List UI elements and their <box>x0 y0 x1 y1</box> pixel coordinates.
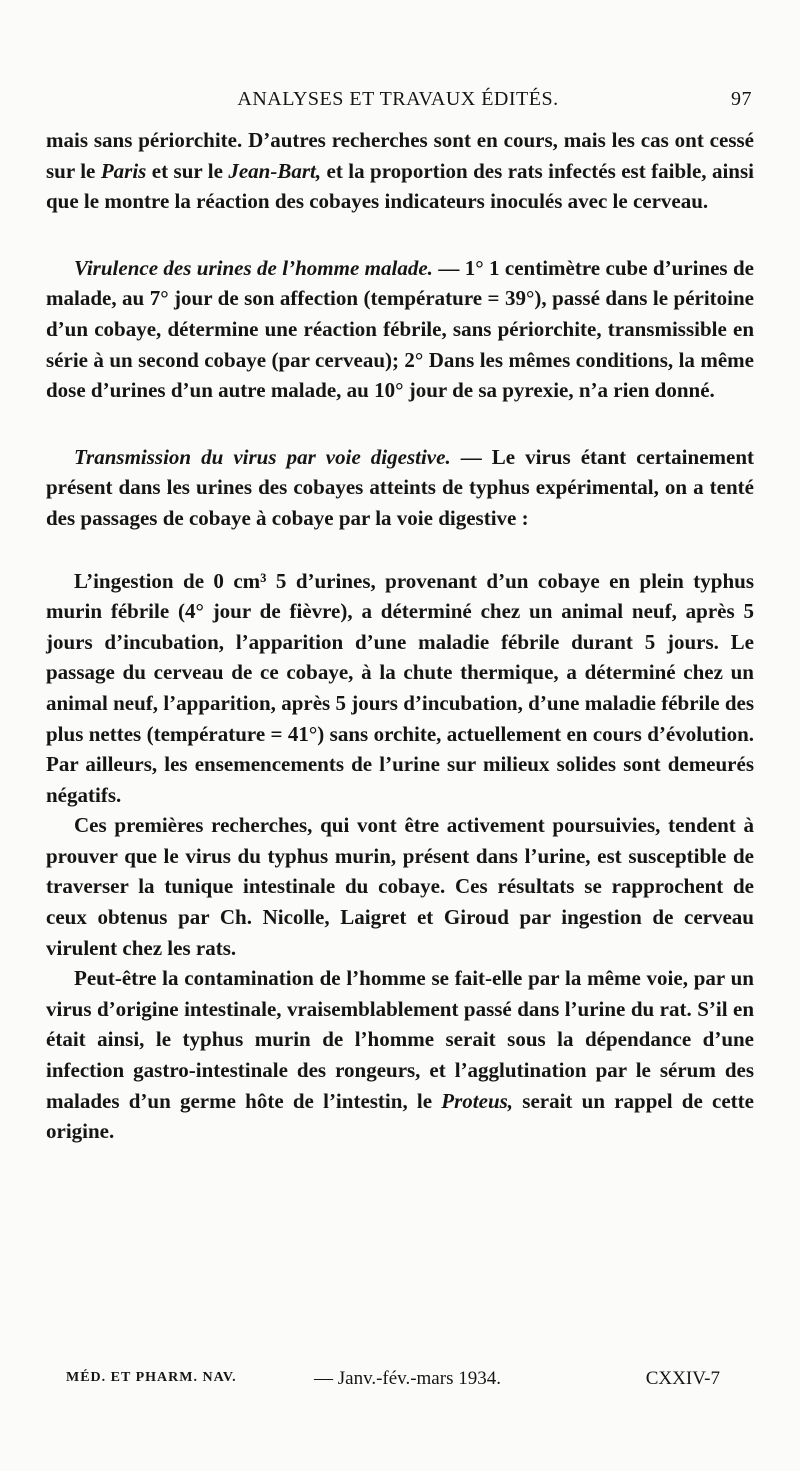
footer-journal: MÉD. ET PHARM. NAV. <box>66 1370 237 1385</box>
paragraph-6 <box>46 963 754 1147</box>
section-heading-virulence: Virulence des urines de l’homme malade. <box>74 255 433 280</box>
paragraph-3 <box>46 442 754 534</box>
section-heading-transmission: Transmission du virus par voie digestive. <box>74 444 451 469</box>
footer-signature: CXXIV-7 <box>645 1368 720 1389</box>
paragraph-5: Ces premières recherches, qui vont être activement poursuivies, tendent à prouver que le virus du typhus murin, présent dans l’urine, est susceptible de traverser la tunique intestinale du cobaye. Ces résultats se rapprochent de ceux obtenus par Ch. Nicolle, Laigret et Giroud par ingestion de cerveau virulent chez les rats. <box>46 813 754 960</box>
paragraph-6-end: serait un rappel de cette origine. <box>46 1088 754 1144</box>
ship-name-paris: Paris <box>100 158 147 183</box>
running-head <box>44 88 752 116</box>
paragraph-1 <box>46 125 754 217</box>
page-footer <box>66 1368 720 1396</box>
page-number: 97 <box>731 88 752 110</box>
paragraph-4: L’ingestion de 0 cm³ 5 d’urines, provenant d’un cobaye en plein typhus murin fébrile (4° jour de fièvre), a déterminé chez un animal neuf, après 5 jours d’incubation, l’apparition d’une maladie fébrile durant 5 jours. Le passage du cerveau de ce cobaye, à la chute thermique, a déterminé chez un animal neuf, l’apparition, après 5 jours d’incubation, d’une maladie fébrile des plus nettes (température = 41°) sans orchite, actuellement en cours d’évolution. Par ailleurs, les ensemencements de l’urine sur milieux solides sont demeurés négatifs. <box>46 568 754 807</box>
paragraph-2-text: — 1° 1 centimètre cube d’urines de malade, au 7° jour de son affection (température = 39°), passé dans le péritoine d’un cobaye, détermine une réaction fébrile, sans périorchite, transmissible en série à un second cobaye (par cerveau); 2° Dans les mêmes conditions, la même dose d’urines d’un autre malade, au 10° jour de sa pyrexie, n’a rien donné. <box>46 255 755 403</box>
ship-name-jean-bart: Jean-Bart, <box>228 158 322 183</box>
paragraph-6-start: Peut-être la contamination de l’homme se fait-elle par la même voie, par un virus d’origine intestinale, vraisemblablement passé dans l’urine du rat. S’il en était ainsi, le typhus murin de l’homme serait sous la dépendance d’une infection gastro-intestinale des rongeurs, et l’agglutination par le sérum des malades d’un germe hôte de l’intestin, le <box>46 966 754 1113</box>
genus-proteus: Proteus, <box>441 1088 514 1113</box>
body-text <box>46 125 754 1147</box>
paragraph-3-text: — Le virus étant certainement présent dans les urines des cobayes atteints de typhus expérimental, on a tenté des passages de cobaye à cobaye par la voie digestive : <box>46 444 754 530</box>
paragraph-1-mid: et sur le <box>146 158 229 183</box>
paragraph-2 <box>46 253 754 406</box>
paragraph-1-end: et la proportion des rats infectés est faible, ainsi que le montre la réaction des cobayes indicateurs inoculés avec le cerveau. <box>46 158 754 214</box>
footer-date: — Janv.-fév.-mars 1934. <box>314 1368 501 1389</box>
running-head-title: ANALYSES ET TRAVAUX ÉDITÉS. <box>237 88 559 110</box>
paragraph-1-text: mais sans périorchite. D’autres recherches sont en cours, mais les cas ont cessé sur le <box>46 128 754 183</box>
